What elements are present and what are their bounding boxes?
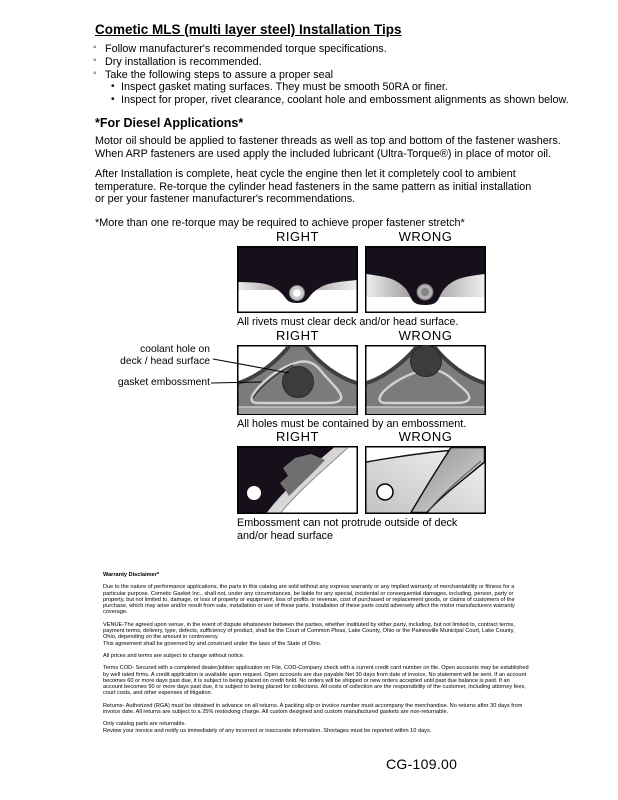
annotation-line: coolant hole on bbox=[140, 344, 210, 355]
legal-disclaimer-block bbox=[103, 572, 529, 740]
tip-item: ◦ Follow manufacturer's recommended torque specifications. bbox=[95, 43, 565, 56]
diesel-heading: *For Diesel Applications* bbox=[95, 115, 244, 130]
diagram-labels bbox=[237, 429, 497, 444]
diagram-labels bbox=[237, 229, 497, 244]
wrong-label: WRONG bbox=[398, 229, 453, 244]
diagram-row-rivets bbox=[237, 229, 497, 329]
protrusion-right-panel-illustration bbox=[237, 446, 358, 514]
catalog-parts-line: Only catalog parts are returnable. bbox=[103, 721, 187, 728]
diagram-panels bbox=[237, 246, 497, 313]
page-code: CG-109.00 bbox=[386, 756, 458, 772]
diesel-paragraph-2 bbox=[95, 168, 565, 206]
main-text-block bbox=[95, 22, 569, 229]
wrong-label: WRONG bbox=[398, 429, 453, 444]
hole-wrong-panel-illustration bbox=[365, 345, 486, 415]
diesel-paragraph-1 bbox=[95, 135, 565, 160]
page-title: Cometic MLS (multi layer steel) Installation Tips bbox=[95, 22, 402, 37]
caption-line: and/or head surface bbox=[237, 529, 334, 542]
warranty-disclaimer-heading: Warranty Disclaimer* bbox=[103, 572, 160, 578]
tip-item: ◦ Dry installation is recommended. bbox=[95, 56, 565, 69]
paragraph-line: After Installation is complete, heat cycle the engine then let it completely cool to ambient bbox=[95, 168, 516, 181]
right-label: RIGHT bbox=[276, 429, 319, 444]
diagram-row-protrusion bbox=[237, 429, 497, 542]
tip-item: ◦ Take the following steps to assure a proper seal bbox=[95, 69, 565, 82]
diagram-labels bbox=[237, 328, 497, 343]
gasket-embossment-annotation: gasket embossment bbox=[117, 377, 210, 388]
diagram-panels bbox=[237, 446, 497, 514]
terms-cod-paragraph: Terms COD- Secured with a completed dealer/jobber application on File, COD-Company check with a current credit card number on file. Open accounts may be established by well rated firms. A credit application is available upon request. Open accounts are due payable Net 30 days from date of invoice. No statement will be sent. If an account becomes 60 or more days past due, it is subject to being placed on credit hold. No orders will be shipped or new orders accepted until past due balance is paid. If an account becomes 90 or more days past due, it is subject to being placed for collections. All costs of collection are the responsibility of the customer, including attorney fees, court costs, and other expenses of litigation. bbox=[103, 665, 529, 697]
tips-list bbox=[95, 43, 569, 107]
caption-line: Embossment can not protrude outside of deck bbox=[237, 517, 458, 529]
governing-law-line: This agreement shall be governed by and construed under the laws of the State of Ohio. bbox=[103, 640, 322, 647]
paragraph-line: or per your fastener manufacturer's recommendations. bbox=[95, 193, 356, 206]
warranty-paragraph: Due to the nature of performance applications, the parts in this catalog are sold without any express warranty or any implied warranty of merchantability or fitness for a particular purpose. Cometic Gasket Inc., shall not, under any circumstances, be liable for any special, incidental or consequential damages, including, person, party or property, but not limited to, damage, or loss of property or equipment, loss of profits or revenue, cost of purchased or replacement goods, or claims of customers of the purchase, which may arise and/or result from sale, installation or use of these parts. Installation of these parts could adversely affect the motor manufacturers warranty coverage. bbox=[103, 584, 515, 616]
prices-terms-line: All prices and terms are subject to change without notice. bbox=[103, 652, 245, 659]
rivet-right-panel-illustration bbox=[237, 246, 358, 313]
right-label: RIGHT bbox=[276, 229, 319, 244]
review-invoice-line: Review your invoice and notify us immediately of any incorrect or inaccurate information. Shortages must be reported within 10 days. bbox=[103, 727, 432, 734]
returns-paragraph: Returns- Authorized (RGA) must be obtained in advance on all returns. A packing slip or invoice number must accompany the merchandise. No returns after 30 days from invoice date. All returns are subject to a 25% restocking charge. All custom designed and custom manufactured gaskets are non-returnable. bbox=[103, 702, 523, 716]
diagram-caption: All rivets must clear deck and/or head surface. bbox=[237, 316, 459, 328]
annotation-leader-lines bbox=[205, 352, 305, 394]
paragraph-line: Motor oil should be applied to fastener threads as well as top and bottom of the fastener washers. bbox=[95, 134, 561, 147]
annotation-line: deck / head surface bbox=[120, 355, 210, 367]
rivet-wrong-panel-illustration bbox=[365, 246, 486, 313]
tip-sub-item: • Inspect gasket mating surfaces. They must be smooth 50RA or finer. bbox=[111, 81, 565, 94]
right-label: RIGHT bbox=[276, 328, 319, 343]
retorque-note: *More than one re-torque may be required to achieve proper fastener stretch* bbox=[95, 216, 465, 229]
coolant-hole-annotation bbox=[98, 344, 210, 367]
paragraph-line: When ARP fasteners are used apply the included lubricant (Ultra-Torque®) in place of motor oil. bbox=[95, 147, 552, 160]
tip-sub-item: • Inspect for proper, rivet clearance, coolant hole and embossment alignments as shown below. bbox=[111, 94, 565, 107]
venue-paragraph: VENUE-The agreed upon venue, in the event of dispute whatsoever between the parties, whether instituted by either party, including, but not limited to, contract terms, payment terms, delivery, type, defects, sufficiency of product, shall be the Court of Common Pleas, Lake County, Ohio or the Painesville Municipal Court, Lake County, Ohio, depending on the amount in controversy. bbox=[103, 621, 515, 641]
diagram-caption: All holes must be contained by an embossment. bbox=[237, 418, 467, 430]
paragraph-line: temperature. Re-torque the cylinder head fasteners in the same pattern as initial installation bbox=[95, 180, 532, 193]
protrusion-wrong-panel-illustration bbox=[365, 446, 486, 514]
diagram-caption bbox=[237, 517, 497, 542]
wrong-label: WRONG bbox=[398, 328, 453, 343]
